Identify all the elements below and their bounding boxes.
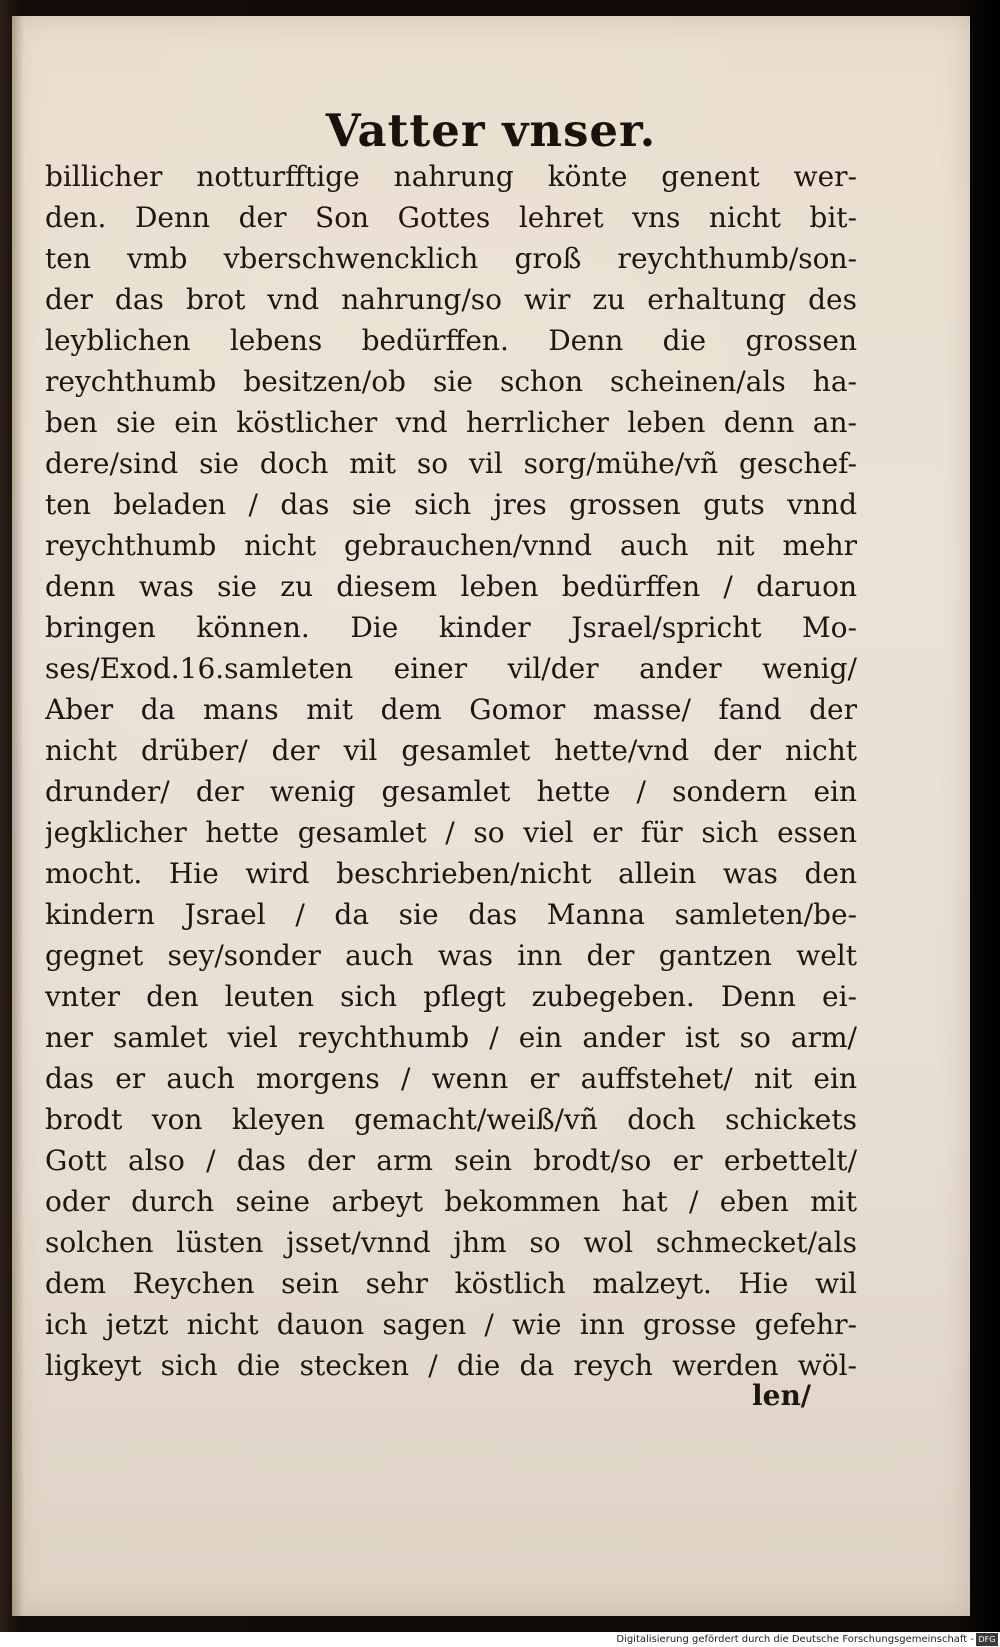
text-line: solchen lüsten jsset/vnnd jhm so wol schmecket/als	[45, 1226, 857, 1259]
text-line: dem Reychen sein sehr köstlich malzeyt. Hie wil	[45, 1267, 857, 1300]
text-line: den. Denn der Son Gottes lehret vns nicht bit-	[45, 201, 857, 234]
text-line: billicher notturfftige nahrung könte genent wer-	[45, 160, 857, 193]
text-line: reychthumb nicht gebrauchen/vnnd auch nit mehr	[45, 529, 857, 562]
text-line: der das brot vnd nahrung/so wir zu erhaltung des	[45, 283, 857, 316]
text-line: bringen können. Die kinder Jsrael/spricht Mo-	[45, 611, 857, 644]
text-line: nicht drüber/ der vil gesamlet hette/vnd der nicht	[45, 734, 857, 767]
footer-bar	[0, 1632, 1000, 1647]
text-line: vnter den leuten sich pflegt zubegeben. Denn ei-	[45, 980, 857, 1013]
text-line: ten vmb vberschwencklich groß reychthumb/son-	[45, 242, 857, 275]
book-page	[12, 16, 970, 1616]
footer-credit: Digitalisierung gefördert durch die Deutsche Forschungsgemeinschaft -	[616, 1634, 974, 1645]
catchword: len/	[752, 1379, 812, 1412]
dfg-logo: DFG	[976, 1633, 998, 1646]
text-line: mocht. Hie wird beschrieben/nicht allein was den	[45, 857, 857, 890]
text-line: brodt von kleyen gemacht/weiß/vñ doch schickets	[45, 1103, 857, 1136]
text-line: ses/Exod.16.samleten einer vil/der ander wenig/	[45, 652, 857, 685]
text-line: ten beladen / das sie sich jres grossen guts vnnd	[45, 488, 857, 521]
text-line: denn was sie zu diesem leben bedürffen / daruon	[45, 570, 857, 603]
text-line: kindern Jsrael / da sie das Manna samleten/be-	[45, 898, 857, 931]
text-line: Gott also / das der arm sein brodt/so er erbettelt/	[45, 1144, 857, 1177]
text-line: ich jetzt nicht dauon sagen / wie inn grosse gefehr-	[45, 1308, 857, 1341]
text-line: Aber da mans mit dem Gomor masse/ fand der	[45, 693, 857, 726]
text-line: das er auch morgens / wenn er auffstehet/ nit ein	[45, 1062, 857, 1095]
running-head: Vatter vnser.	[325, 104, 657, 157]
text-line: jegklicher hette gesamlet / so viel er für sich essen	[45, 816, 857, 849]
text-line: ligkeyt sich die stecken / die da reych werden wöl-	[45, 1349, 857, 1382]
text-line: gegnet sey/sonder auch was inn der gantzen welt	[45, 939, 857, 972]
text-line: ben sie ein köstlicher vnd herrlicher leben denn an-	[45, 406, 857, 439]
text-line: oder durch seine arbeyt bekommen hat / eben mit	[45, 1185, 857, 1218]
text-line: ner samlet viel reychthumb / ein ander ist so arm/	[45, 1021, 857, 1054]
text-line: drunder/ der wenig gesamlet hette / sondern ein	[45, 775, 857, 808]
text-line: leyblichen lebens bedürffen. Denn die grossen	[45, 324, 857, 357]
text-line: reychthumb besitzen/ob sie schon scheinen/als ha-	[45, 365, 857, 398]
text-line: dere/sind sie doch mit so vil sorg/mühe/vñ geschef-	[45, 447, 857, 480]
body-text	[45, 156, 857, 1386]
